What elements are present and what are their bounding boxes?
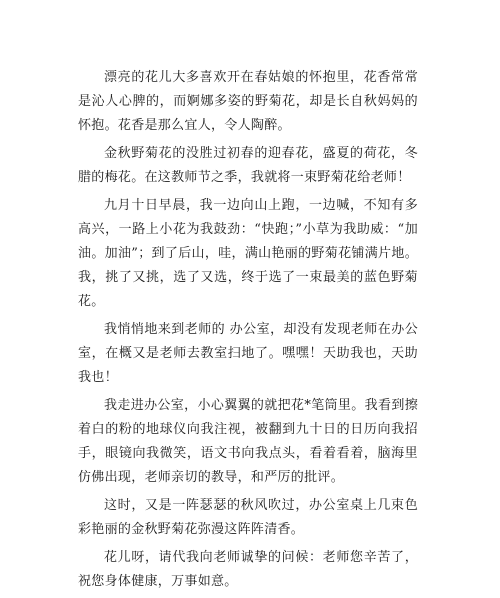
essay-body bbox=[78, 66, 418, 598]
paragraph-3: 九月十日早晨，我一边向山上跑，一边喊，不知有多高兴，一路上小花为我鼓劲：“快跑；”小草为我助威：“加油。加油”；到了后山，哇，满山艳丽的野菊花铺满片地。我，挑了又挑，选了又选，终于选了一束最美的蓝色野菊花。 bbox=[78, 198, 418, 309]
paragraph-4: 我悄悄地来到老师的 办公室，却没有发现老师在办公室，在概又是老师去教室扫地了。嘿嘿！天助我也，天助我也！ bbox=[78, 322, 418, 385]
paragraph-2: 金秋野菊花的没胜过初春的迎春花，盛夏的荷花，冬腊的梅花。在这教师节之季，我就将一束野菊花给老师！ bbox=[78, 146, 418, 185]
paragraph-5: 我走进办公室，小心翼翼的就把花*笔筒里。我看到擦着白的粉的地球仪向我注视，被翻到九十日的日历向我招手，眼镜向我微笑，语文书向我点头，看着看着，脑海里仿佛出现，老师亲切的教导，和严厉的批评。 bbox=[78, 398, 418, 485]
paragraph-7: 花儿呀，请代我向老师诚挚的问候：老师您辛苦了，祝您身体健康，万事如意。 bbox=[78, 550, 418, 589]
paragraph-6: 这时，又是一阵瑟瑟的秋风吹过，办公室桌上几束色彩艳丽的金秋野菊花弥漫这阵阵清香。 bbox=[78, 498, 418, 537]
paragraph-1: 漂亮的花儿大多喜欢开在春姑娘的怀抱里，花香常常是沁人心脾的，而婀娜多姿的野菊花，却是长自秋妈妈的怀抱。花香是那么宜人，令人陶醉。 bbox=[78, 70, 418, 133]
